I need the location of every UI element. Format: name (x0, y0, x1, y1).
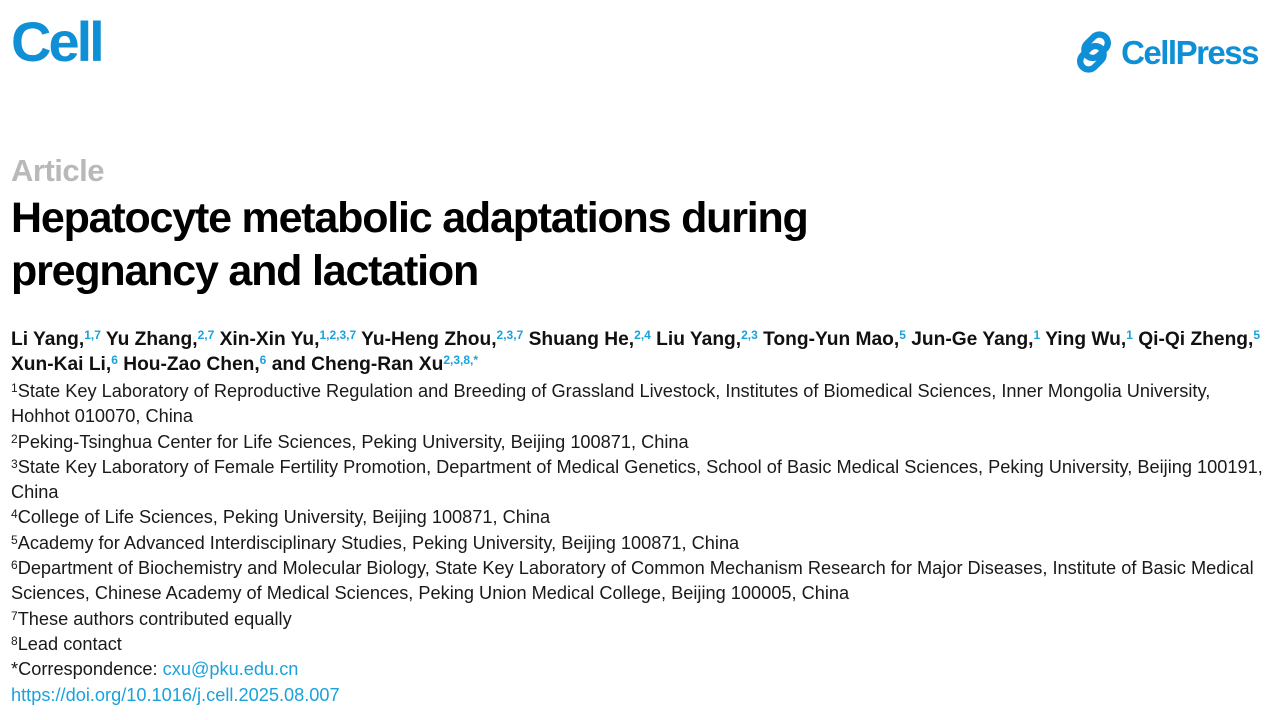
affiliation: $^2$Peking-Tsinghua Center for Life Sciences, Peking University, Beijing 100871, China (11, 431, 689, 452)
affiliation: $^1$State Key Laboratory of Reproductive Regulation and Breeding of Grassland Livestock, Institutes of Biomedical Sciences, Inner Mongolia University, Hohhot 010070, China (11, 381, 1211, 427)
author[interactable]: Ying Wu,$^1$ (1045, 328, 1133, 350)
journal-logo: Cell (11, 10, 102, 73)
publisher-logo (1073, 30, 1258, 74)
doi-link[interactable]: https://doi.org/10.1016/j.cell.2025.08.007 (11, 684, 340, 705)
author[interactable]: Qi-Qi Zheng,$^5$ (1138, 328, 1261, 350)
author[interactable]: Yu Zhang,$^{2,7}$ (105, 328, 215, 350)
doi (11, 683, 1273, 708)
author[interactable]: Li Yang,$^{1,7}$ (11, 328, 101, 350)
article-title: Hepatocyte metabolic adaptations during pregnancy and lactation (11, 194, 808, 295)
correspondence (11, 657, 1273, 682)
affiliation-note: $^8$Lead contact (11, 633, 122, 654)
author[interactable]: Yu-Heng Zhou,$^{2,3,7}$ (361, 328, 524, 350)
cellpress-link-icon (1073, 31, 1115, 73)
author[interactable]: Liu Yang,$^{2,3}$ (656, 328, 758, 350)
author-list (11, 327, 1273, 377)
correspondence-label: *Correspondence: (11, 659, 163, 680)
author[interactable]: Tong-Yun Mao,$^5$ (763, 328, 906, 350)
affiliation: $^4$College of Life Sciences, Peking University, Beijing 100871, China (11, 507, 551, 528)
affiliation-note: $^7$These authors contributed equally (11, 608, 292, 629)
affiliation: $^6$Department of Biochemistry and Molecular Biology, State Key Laboratory of Common Mechanism Research for Major Diseases, Institute of Basic Medical Sciences, Chinese Academy of Medical Sciences, Peking Union Medical College, Beijing 100005, China (11, 558, 1254, 604)
correspondence-email-link[interactable]: cxu@pku.edu.cn (162, 659, 299, 680)
author[interactable]: Hou-Zao Chen,$^6$ (123, 353, 267, 375)
author[interactable]: Xin-Xin Yu,$^{1,2,3,7}$ (219, 328, 357, 350)
article-type: Article (11, 153, 104, 188)
author[interactable]: and Cheng-Ran $Xu^{2,3,8,*}$ (271, 353, 479, 375)
affiliation: $^5$Academy for Advanced Interdisciplinary Studies, Peking University, Beijing 100871, China (11, 532, 740, 553)
affiliations (11, 379, 1273, 708)
author[interactable]: Jun-Ge Yang,$^1$ (911, 328, 1041, 350)
affiliation: $^3$State Key Laboratory of Female Fertility Promotion, Department of Medical Genetics, School of Basic Medical Sciences, Peking University, Beijing 100191, China (11, 456, 1263, 503)
author[interactable]: Shuang He,$^{2,4}$ (528, 328, 651, 350)
author[interactable]: Xun-Kai Li,$^6$ (11, 353, 118, 375)
publisher-name: CellPress (1121, 33, 1258, 71)
